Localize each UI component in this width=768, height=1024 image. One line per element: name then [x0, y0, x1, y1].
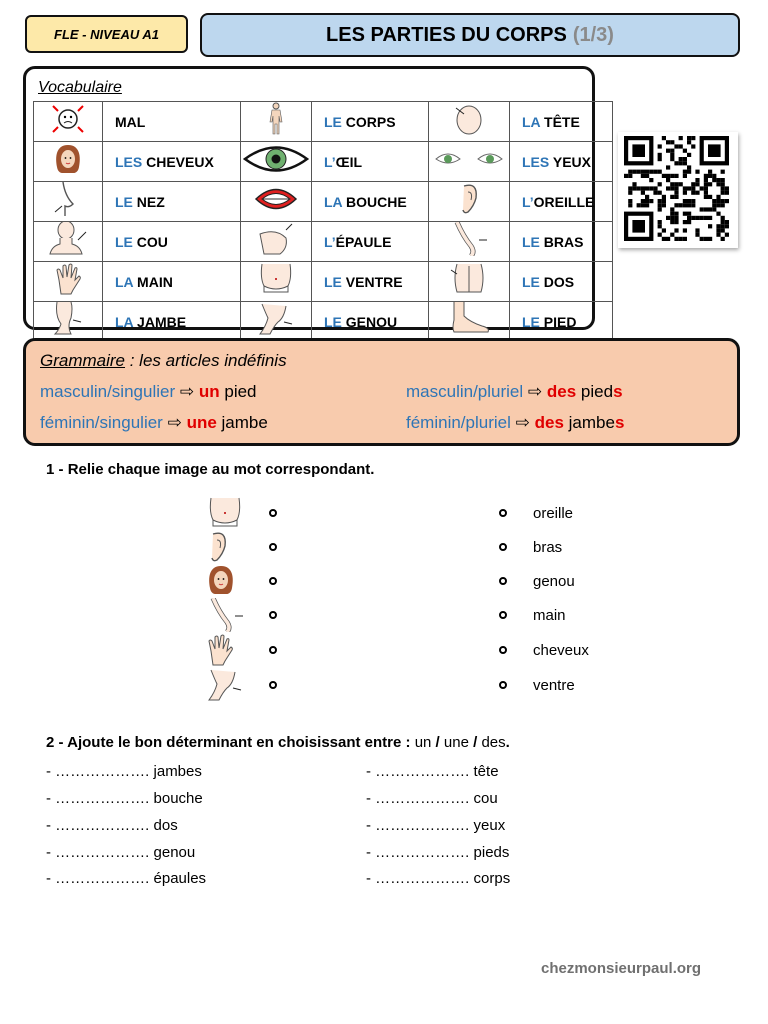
fill-in-line[interactable]: [46, 870, 206, 887]
vocabulary-article: LA: [115, 313, 134, 330]
blank[interactable]: - ……………….: [46, 817, 150, 834]
vocabulary-article: LE: [522, 233, 540, 250]
neck-icon: [48, 222, 88, 256]
qr-code-icon[interactable]: [618, 132, 738, 248]
fill-in-word: jambes: [153, 763, 202, 780]
fill-in-line[interactable]: [46, 817, 178, 834]
grammar-masc-sing: masculin/singulier ⇨ un pied: [40, 382, 257, 401]
match-dot-right[interactable]: [499, 681, 507, 689]
vocabulary-noun: NEZ: [136, 193, 165, 210]
vocabulary-word: [312, 222, 429, 262]
fill-in-line[interactable]: [46, 790, 203, 807]
fill-in-word: dos: [153, 817, 178, 834]
blank[interactable]: - ……………….: [366, 870, 470, 887]
fill-in-word: corps: [473, 870, 511, 887]
vocabulary-article: LE: [115, 233, 133, 250]
vocabulary-row: [34, 222, 613, 262]
match-dot-left[interactable]: [269, 577, 277, 585]
belly-icon: [205, 496, 245, 530]
match-dot-right[interactable]: [499, 543, 507, 551]
page-title: [200, 13, 740, 57]
vocabulary-row: [34, 142, 613, 182]
vocabulary-word: [312, 302, 429, 342]
vocabulary-row: [34, 302, 613, 342]
eyes-icon: [434, 149, 504, 169]
vocabulary-picture: [429, 102, 510, 142]
fill-in-word: épaules: [153, 870, 207, 887]
vocabulary-title: Vocabulaire: [38, 79, 122, 96]
fill-in-word: pieds: [473, 844, 510, 861]
vocabulary-noun: TÊTE: [544, 113, 580, 130]
vocabulary-article: LE: [522, 273, 540, 290]
vocabulary-article: LA: [522, 113, 541, 130]
page-number: (1/3): [572, 23, 614, 46]
vocabulary-noun: VENTRE: [345, 273, 403, 290]
vocabulary-word: [103, 222, 241, 262]
hair-icon: [52, 143, 84, 175]
match-dot-right[interactable]: [499, 646, 507, 654]
blank[interactable]: - ……………….: [366, 817, 470, 834]
vocabulary-picture: [241, 302, 312, 342]
vocabulary-noun: BRAS: [543, 233, 584, 250]
vocabulary-word: [510, 182, 613, 222]
fill-in-word: cou: [473, 790, 498, 807]
grammar-title: Grammaire : les articles indéfinis: [40, 351, 287, 370]
vocabulary-picture: [429, 222, 510, 262]
grammar-masc-plur: masculin/pluriel ⇨ des pieds: [406, 382, 623, 401]
match-dot-right[interactable]: [499, 509, 507, 517]
level-badge: [25, 15, 188, 53]
arm-icon: [205, 598, 245, 632]
knee-icon: [256, 302, 296, 336]
blank[interactable]: - ……………….: [366, 763, 470, 780]
vocabulary-noun: ÉPAULE: [335, 233, 392, 250]
match-word: main: [533, 607, 566, 624]
fill-in-word: bouche: [153, 790, 203, 807]
vocabulary-noun: YEUX: [552, 153, 591, 170]
head-icon: [452, 102, 486, 136]
hand-icon: [53, 262, 83, 296]
vocabulary-article: LES: [115, 153, 143, 170]
vocabulary-article: L’: [324, 153, 336, 170]
nose-icon: [53, 182, 83, 216]
vocabulary-noun: CORPS: [345, 113, 396, 130]
blank[interactable]: - ……………….: [366, 790, 470, 807]
vocabulary-word: [312, 182, 429, 222]
vocabulary-article: L’: [522, 193, 534, 210]
vocabulary-noun: ŒIL: [335, 153, 363, 170]
vocabulary-word: [510, 222, 613, 262]
grammar-fem-plur: féminin/pluriel ⇨ des jambes: [406, 413, 625, 432]
vocabulary-article: LE: [324, 113, 342, 130]
vocabulary-picture: [241, 262, 312, 302]
blank[interactable]: - ……………….: [46, 844, 150, 861]
vocabulary-word: [103, 182, 241, 222]
vocabulary-row: [34, 102, 613, 142]
level-text: FLE - NIVEAU A1: [54, 26, 159, 42]
vocabulary-word: [103, 302, 241, 342]
match-dot-right[interactable]: [499, 611, 507, 619]
fill-in-line[interactable]: [366, 870, 510, 887]
hair-icon: [205, 564, 237, 596]
back-icon: [449, 262, 489, 296]
title-text: LES PARTIES DU CORPS: [326, 23, 567, 46]
vocabulary-picture: [429, 182, 510, 222]
ear-icon: [205, 530, 231, 564]
match-dot-left[interactable]: [269, 681, 277, 689]
match-dot-left[interactable]: [269, 646, 277, 654]
vocabulary-noun: JAMBE: [137, 313, 187, 330]
blank[interactable]: - ……………….: [46, 870, 150, 887]
vocabulary-article: LA: [324, 193, 343, 210]
ear-icon: [456, 182, 482, 216]
vocabulary-article: L’: [324, 233, 336, 250]
vocabulary-picture: [429, 142, 510, 182]
pain-face-icon: [51, 104, 85, 134]
vocabulary-picture: [34, 302, 103, 342]
fill-in-word: genou: [153, 844, 196, 861]
match-word: cheveux: [533, 642, 589, 659]
match-word: ventre: [533, 677, 575, 694]
vocabulary-word: [510, 302, 613, 342]
vocabulary-noun: COU: [136, 233, 168, 250]
grammar-fem-sing: féminin/singulier ⇨ une jambe: [40, 413, 268, 432]
leg-icon: [51, 302, 85, 336]
vocabulary-picture: [34, 262, 103, 302]
vocabulary-noun: CHEVEUX: [146, 153, 214, 170]
shoulder-icon: [256, 222, 296, 256]
fill-in-line[interactable]: [366, 763, 499, 780]
fill-in-line[interactable]: [46, 763, 202, 780]
match-dot-left[interactable]: [269, 543, 277, 551]
vocabulary-picture: [241, 142, 312, 182]
vocabulary-noun: BOUCHE: [346, 193, 407, 210]
body-icon: [266, 102, 286, 136]
exercise-2-title: 2 - Ajoute le bon déterminant en choisissant entre : un / une / des.: [46, 734, 510, 751]
vocabulary-picture: [241, 182, 312, 222]
vocabulary-noun: DOS: [543, 273, 575, 290]
vocabulary-noun: GENOU: [345, 313, 398, 330]
fill-in-word: yeux: [473, 817, 506, 834]
vocabulary-noun: MAIN: [137, 273, 173, 290]
vocabulary-picture: [34, 222, 103, 262]
fill-in-line[interactable]: [366, 817, 505, 834]
vocabulary-noun: PIED: [543, 313, 577, 330]
match-dot-left[interactable]: [269, 509, 277, 517]
vocabulary-picture: [241, 102, 312, 142]
match-word: bras: [533, 539, 563, 556]
vocabulary-picture: [34, 182, 103, 222]
fill-in-line[interactable]: [366, 844, 509, 861]
vocabulary-noun: OREILLE: [533, 193, 595, 210]
vocabulary-article: LE: [324, 313, 342, 330]
vocabulary-picture: [241, 222, 312, 262]
vocabulary-article: LE: [324, 273, 342, 290]
foot-icon: [446, 302, 492, 336]
vocabulary-word: [103, 262, 241, 302]
vocabulary-article: LA: [115, 273, 134, 290]
vocabulary-article: LE: [522, 313, 540, 330]
footer-url[interactable]: chezmonsieurpaul.org: [541, 960, 702, 977]
vocabulary-word: [103, 102, 241, 142]
vocabulary-word: [103, 142, 241, 182]
vocabulary-picture: [429, 262, 510, 302]
vocabulary-article: LE: [115, 193, 133, 210]
vocabulary-word: [312, 142, 429, 182]
match-word: genou: [533, 573, 575, 590]
vocabulary-picture: [429, 302, 510, 342]
hand-icon: [205, 633, 235, 667]
vocabulary-row: [34, 182, 613, 222]
match-word: oreille: [533, 505, 574, 522]
vocabulary-picture: [34, 102, 103, 142]
mouth-icon: [253, 182, 299, 216]
vocabulary-word: [510, 262, 613, 302]
match-dot-left[interactable]: [269, 611, 277, 619]
blank[interactable]: - ……………….: [46, 763, 150, 780]
fill-in-word: tête: [473, 763, 499, 780]
knee-icon: [205, 668, 245, 702]
vocabulary-word: [510, 102, 613, 142]
blank[interactable]: - ……………….: [366, 844, 470, 861]
vocabulary-row: [34, 262, 613, 302]
vocabulary-article: LES: [522, 153, 550, 170]
vocabulary-word: [510, 142, 613, 182]
vocabulary-word: [312, 102, 429, 142]
vocabulary-picture: [34, 142, 103, 182]
arm-icon: [449, 222, 489, 256]
vocabulary-word: [312, 262, 429, 302]
blank[interactable]: - ……………….: [46, 790, 150, 807]
vocabulary-table: [33, 101, 613, 342]
belly-icon: [256, 262, 296, 296]
eye-icon: [243, 142, 309, 176]
match-dot-right[interactable]: [499, 577, 507, 585]
fill-in-line[interactable]: [366, 790, 498, 807]
fill-in-line[interactable]: [46, 844, 195, 861]
vocabulary-noun: MAL: [115, 113, 146, 130]
exercise-1-title: 1 - Relie chaque image au mot correspondant.: [46, 461, 375, 478]
